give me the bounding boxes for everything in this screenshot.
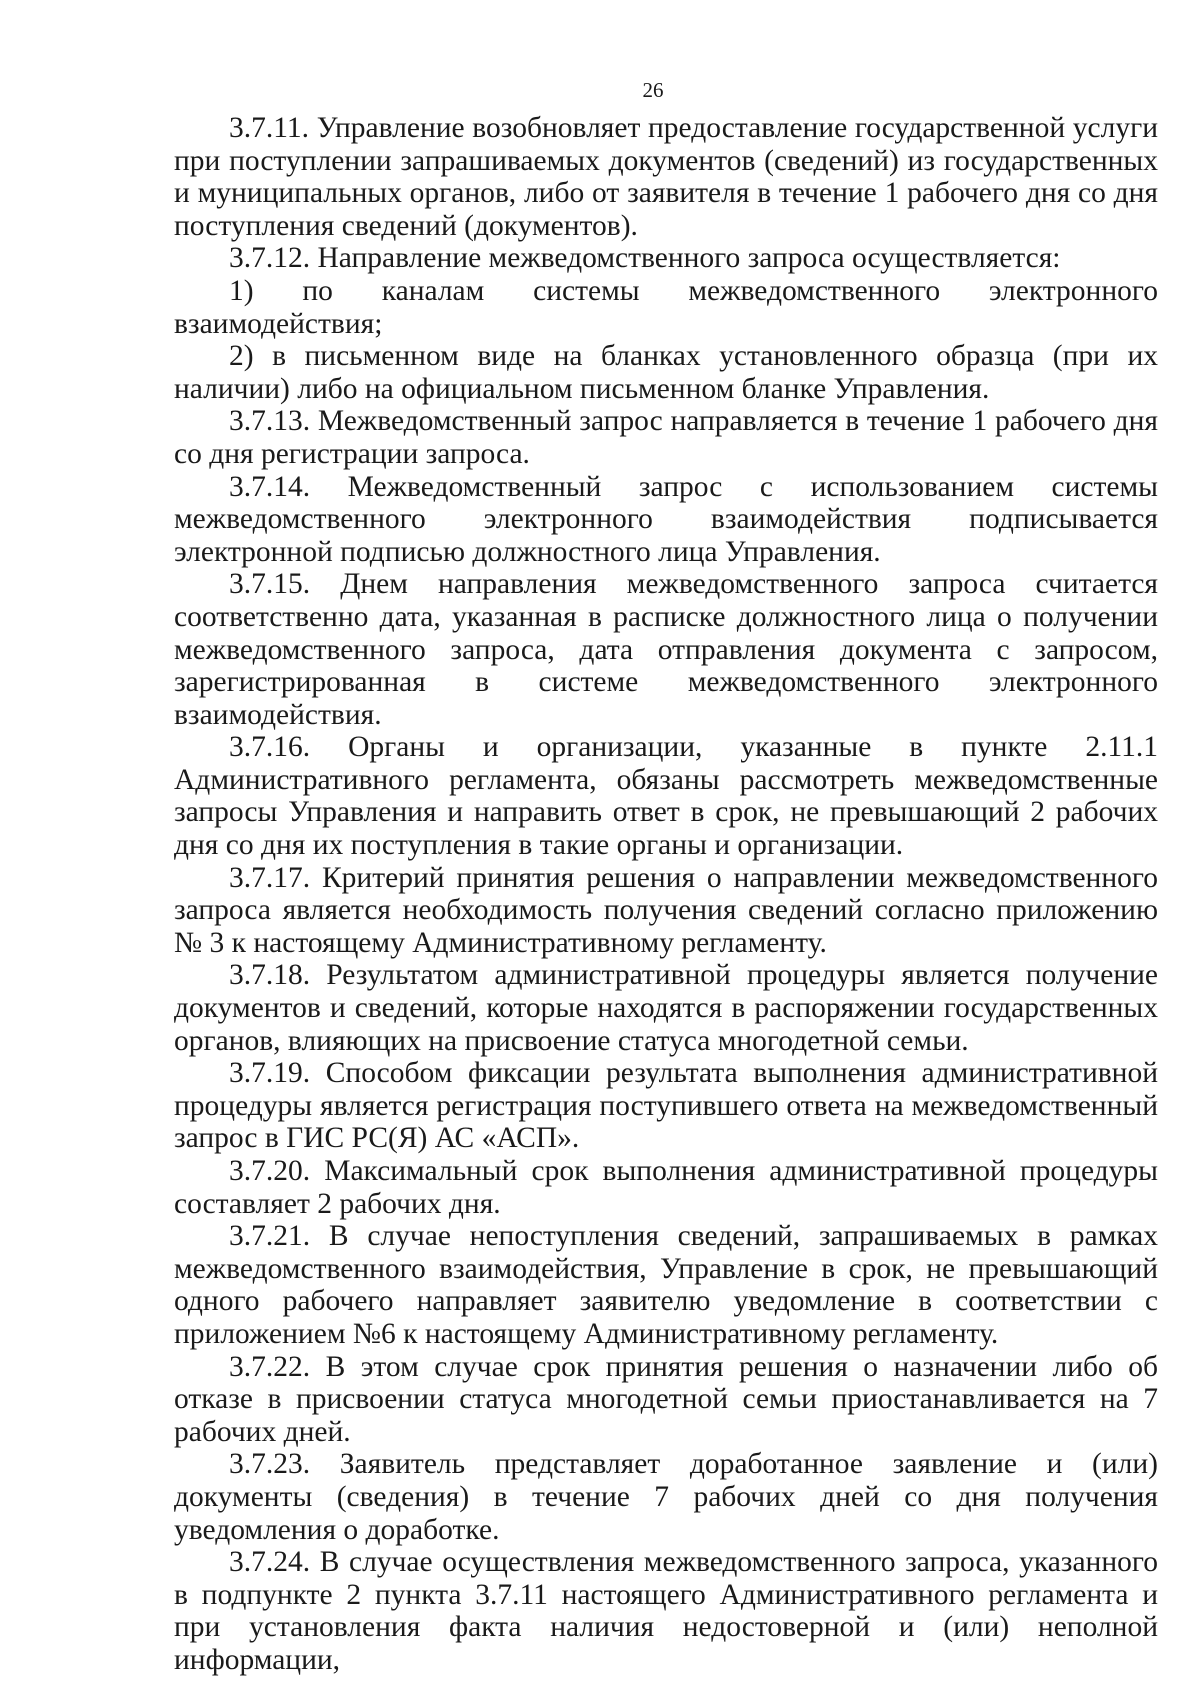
list-item-1: 1) по каналам системы межведомственного электронного взаимодействия; <box>174 274 1158 340</box>
list-item-2: 2) в письменном виде на бланках установленного образца (при их наличии) либо на официальном письменном бланке Управления. <box>174 340 1158 405</box>
paragraph-3-7-23: 3.7.23. Заявитель представляет доработанное заявление и (или) документы (сведения) в течение 7 рабочих дней со дня получения уведомления о доработке. <box>174 1448 1158 1546</box>
paragraph-3-7-13: 3.7.13. Межведомственный запрос направляется в течение 1 рабочего дня со дня регистрации запроса. <box>174 405 1158 470</box>
paragraph-3-7-18: 3.7.18. Результатом административной процедуры является получение документов и сведений, которые находятся в распоряжении государственных органов, влияющих на присвоение статуса многодетной семьи. <box>174 959 1158 1057</box>
paragraph-3-7-12: 3.7.12. Направление межведомственного запроса осуществляется: <box>229 242 1061 275</box>
page-number: 26 <box>642 78 664 102</box>
paragraph-3-7-20: 3.7.20. Максимальный срок выполнения административной процедуры составляет 2 рабочих дня. <box>174 1155 1158 1220</box>
paragraph-3-7-21: 3.7.21. В случае непоступления сведений, запрашиваемых в рамках межведомственного взаимодействия, Управление в срок, не превышающий одного рабочего направляет заявителю уведомление в соответствии с приложением №6 к настоящему Административному регламенту. <box>174 1220 1158 1350</box>
paragraph-3-7-19: 3.7.19. Способом фиксации результата выполнения административной процедуры является регистрация поступившего ответа на межведомственный запрос в ГИС РС(Я) АС «АСП». <box>174 1057 1158 1155</box>
paragraph-3-7-11: 3.7.11. Управление возобновляет предоставление государственной услуги при поступлении запрашиваемых документов (сведений) из государственных и муниципальных органов, либо от заявителя в течение 1 рабочего дня со дня поступления сведений (документов). <box>174 112 1158 242</box>
paragraph-3-7-22: 3.7.22. В этом случае срок принятия решения о назначении либо об отказе в присвоении статуса многодетной семьи приостанавливается на 7 рабочих дней. <box>174 1350 1158 1448</box>
document-body <box>174 112 1158 1677</box>
paragraph-3-7-17: 3.7.17. Критерий принятия решения о направлении межведомственного запроса является необходимость получения сведений согласно приложению № 3 к настоящему Административному регламенту. <box>174 861 1158 959</box>
paragraph-3-7-14: 3.7.14. Межведомственный запрос с использованием системы межведомственного электронного взаимодействия подписывается электронной подписью должностного лица Управления. <box>174 470 1158 568</box>
paragraph-3-7-15: 3.7.15. Днем направления межведомственного запроса считается соответственно дата, указанная в расписке должностного лица о получении межведомственного запроса, дата отправления документа с запросом, зарегистрированная в системе межведомственного электронного взаимодействия. <box>174 568 1158 731</box>
paragraph-3-7-16: 3.7.16. Органы и организации, указанные в пункте 2.11.1 Административного регламента, обязаны рассмотреть межведомственные запросы Управления и направить ответ в срок, не превышающий 2 рабочих дня со дня их поступления в такие органы и организации. <box>174 731 1158 862</box>
paragraph-3-7-24: 3.7.24. В случае осуществления межведомственного запроса, указанного в подпункте 2 пункта 3.7.11 настоящего Административного регламента и при установления факта наличия недостоверной и (или) неполной информации, <box>174 1546 1158 1676</box>
